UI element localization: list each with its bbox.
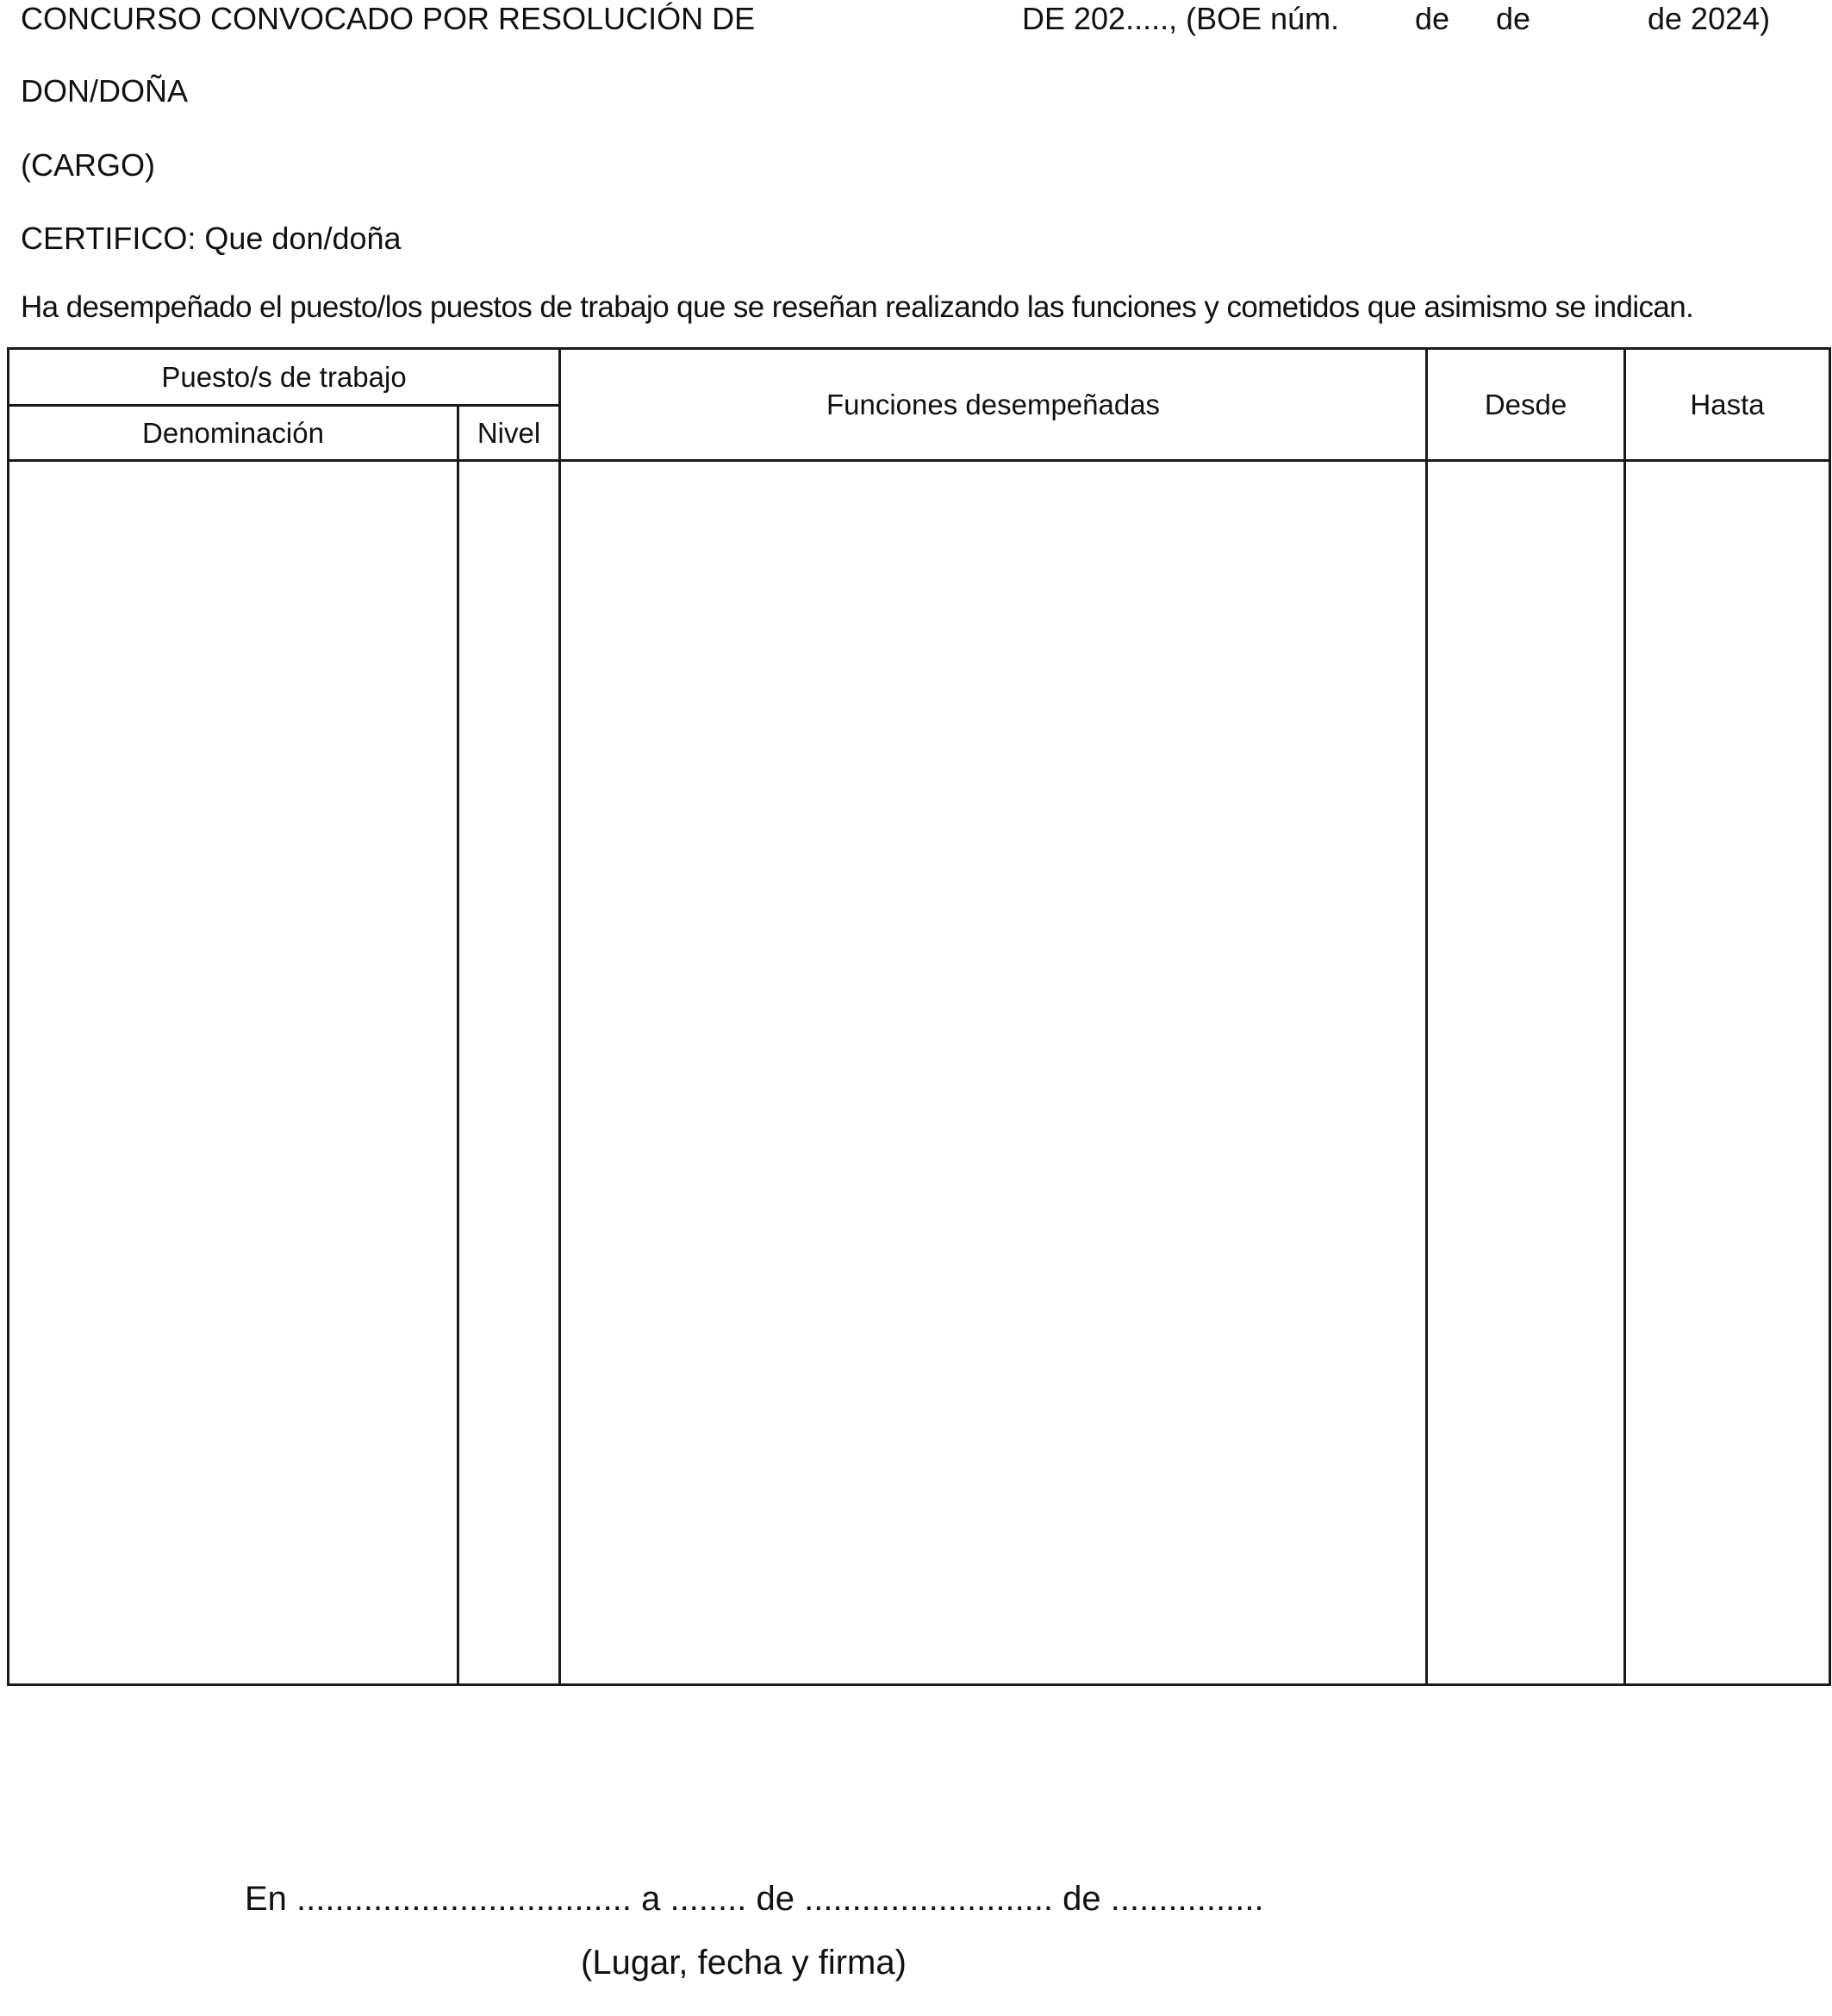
nivel-cell[interactable] <box>458 461 560 1685</box>
convocatoria-year-boe: DE 202....., (BOE núm. <box>1022 1 1340 36</box>
convocatoria-prefix: CONCURSO CONVOCADO POR RESOLUCIÓN DE <box>21 1 756 36</box>
convocatoria-year-suffix: de 2024) <box>1648 1 1771 36</box>
nivel-header: Nivel <box>458 406 560 461</box>
statement-text: Ha desempeñado el puesto/los puestos de trabajo que se reseñan realizando las funciones y cometidos que asimismo se indican. <box>21 290 1694 324</box>
don-dona-label: DON/DOÑA <box>21 73 189 109</box>
table-row <box>9 461 1830 1685</box>
place-date-line: En ................................... a ........ de .......................... de ................ <box>245 1880 1264 1918</box>
convocatoria-de-1: de <box>1415 1 1450 36</box>
signature-caption: (Lugar, fecha y firma) <box>581 1944 907 1982</box>
funciones-header: Funciones desempeñadas <box>560 349 1427 461</box>
hasta-cell[interactable] <box>1625 461 1830 1685</box>
puestos-group-header: Puesto/s de trabajo <box>9 349 560 406</box>
certifico-label: CERTIFICO: Que don/doña <box>21 221 402 256</box>
convocatoria-de-2: de <box>1496 1 1531 36</box>
denominacion-cell[interactable] <box>9 461 458 1685</box>
convocatoria-line <box>21 0 1830 38</box>
denominacion-header: Denominación <box>9 406 458 461</box>
table-header-row-1 <box>9 349 1830 406</box>
hasta-header: Hasta <box>1625 349 1830 461</box>
desde-header: Desde <box>1427 349 1625 461</box>
desde-cell[interactable] <box>1427 461 1625 1685</box>
cargo-label: (CARGO) <box>21 147 155 183</box>
funciones-cell[interactable] <box>560 461 1427 1685</box>
positions-table <box>7 347 1831 1686</box>
